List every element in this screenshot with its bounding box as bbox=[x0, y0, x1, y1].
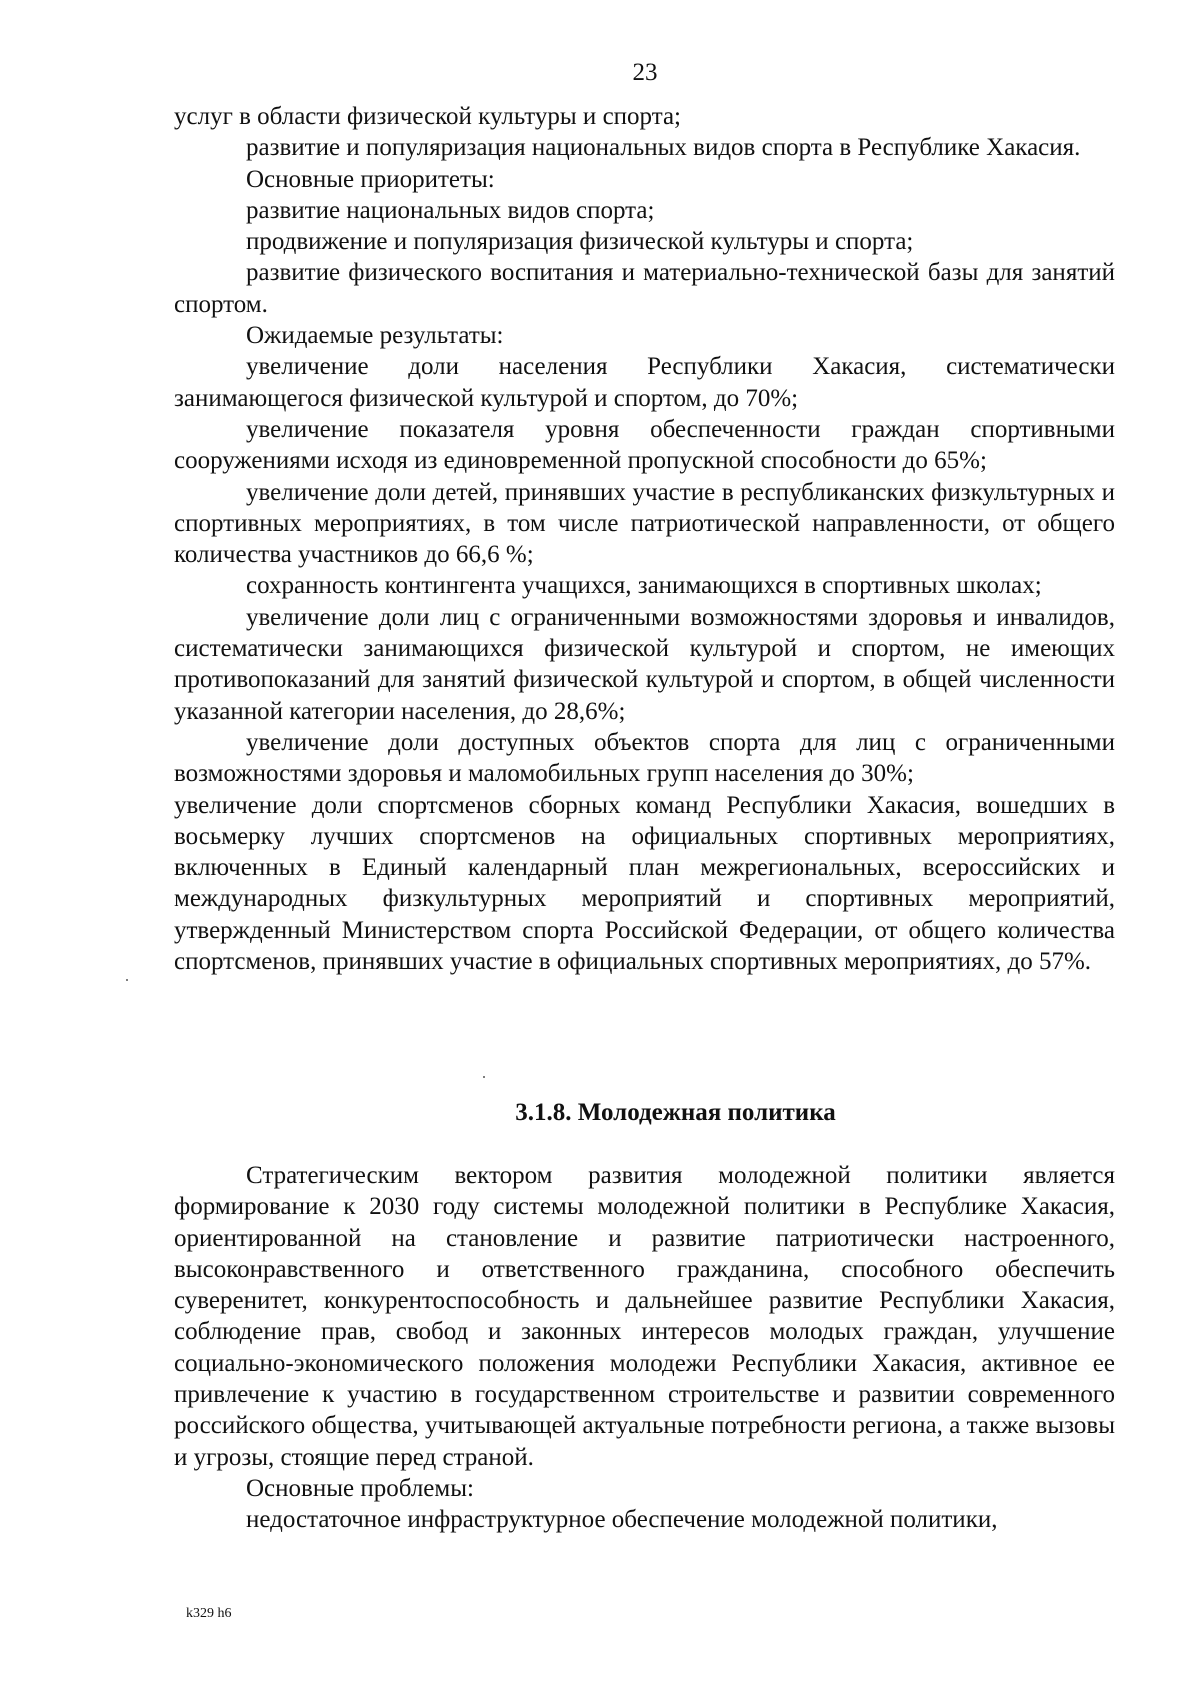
body-text-top bbox=[174, 101, 1115, 977]
paragraph: увеличение доли лиц с ограниченными возможностями здоровья и инвалидов, систематически занимающихся физической культурой и спортом, не имеющих противопоказаний для занятий физической культурой и спортом, в общей численности указанной категории населения, до 28,6%; bbox=[174, 603, 1115, 725]
paragraph: Основные приоритеты: bbox=[246, 165, 495, 193]
scan-speck bbox=[483, 1076, 485, 1078]
paragraph: увеличение доли населения Республики Хакасия, систематически занимающегося физической культурой и спортом, до 70%; bbox=[174, 353, 1115, 412]
section-heading: 3.1.8. Молодежная политика bbox=[515, 1099, 836, 1126]
page-number: 23 bbox=[632, 59, 658, 86]
paragraph: увеличение доли спортсменов сборных команд Республики Хакасия, вошедших в восьмерку лучших спортсменов на официальных спортивных мероприятиях, включенных в Единый календарный план межрегиональных, всероссийских и международных физкультурных мероприятий и спортивных мероприятий, утвержденный Министерством спорта Российской Федерации, от общего количества спортсменов, принявших участие в официальных спортивных мероприятиях, до 57%. bbox=[174, 791, 1115, 976]
scan-speck bbox=[126, 979, 128, 981]
paragraph: сохранность контингента учащихся, занимающихся в спортивных школах; bbox=[246, 572, 1042, 600]
paragraph: развитие и популяризация национальных видов спорта в Республике Хакасия. bbox=[246, 134, 1081, 162]
paragraph: недостаточное инфраструктурное обеспечение молодежной политики, bbox=[246, 1506, 998, 1534]
document-code: k329 h6 bbox=[186, 1606, 232, 1621]
paragraph: увеличение показателя уровня обеспеченности граждан спортивными сооружениями исходя из единовременной пропускной способности до 65%; bbox=[174, 415, 1115, 475]
paragraph: Ожидаемые результаты: bbox=[246, 322, 504, 350]
paragraph: продвижение и популяризация физической культуры и спорта; bbox=[246, 228, 914, 256]
paragraph: увеличение доли детей, принявших участие в республиканских физкультурных и спортивных мероприятиях, в том числе патриотической направленности, от общего количества участников до 66,6 %; bbox=[174, 478, 1115, 569]
paragraph: услуг в области физической культуры и спорта; bbox=[174, 103, 681, 130]
paragraph: увеличение доли доступных объектов спорта для лиц с ограниченными возможностями здоровья и маломобильных групп населения до 30%; bbox=[174, 728, 1115, 788]
paragraph: развитие физического воспитания и материально-технической базы для занятий спортом. bbox=[174, 259, 1115, 318]
paragraph: Стратегическим вектором развития молодежной политики является формирование к 2030 году системы молодежной политики в Республике Хакасия, ориентированной на становление и развитие патриотически настроенного, высоконравственного и ответственного гражданина, способного обеспечить суверенитет, конкурентоспособность и дальнейшее развитие Республики Хакасия, соблюдение прав, свобод и законных интересов молодых граждан, улучшение социально-экономического положения молодежи Республики Хакасия, активное ее привлечение к участию в государственном строительстве и развитии современного российского общества, учитывающей актуальные потребности региона, а также вызовы и угрозы, стоящие перед страной. bbox=[174, 1162, 1115, 1471]
paragraph: Основные проблемы: bbox=[246, 1474, 474, 1502]
body-text-bottom bbox=[174, 1160, 1115, 1536]
paragraph: развитие национальных видов спорта; bbox=[246, 196, 655, 224]
